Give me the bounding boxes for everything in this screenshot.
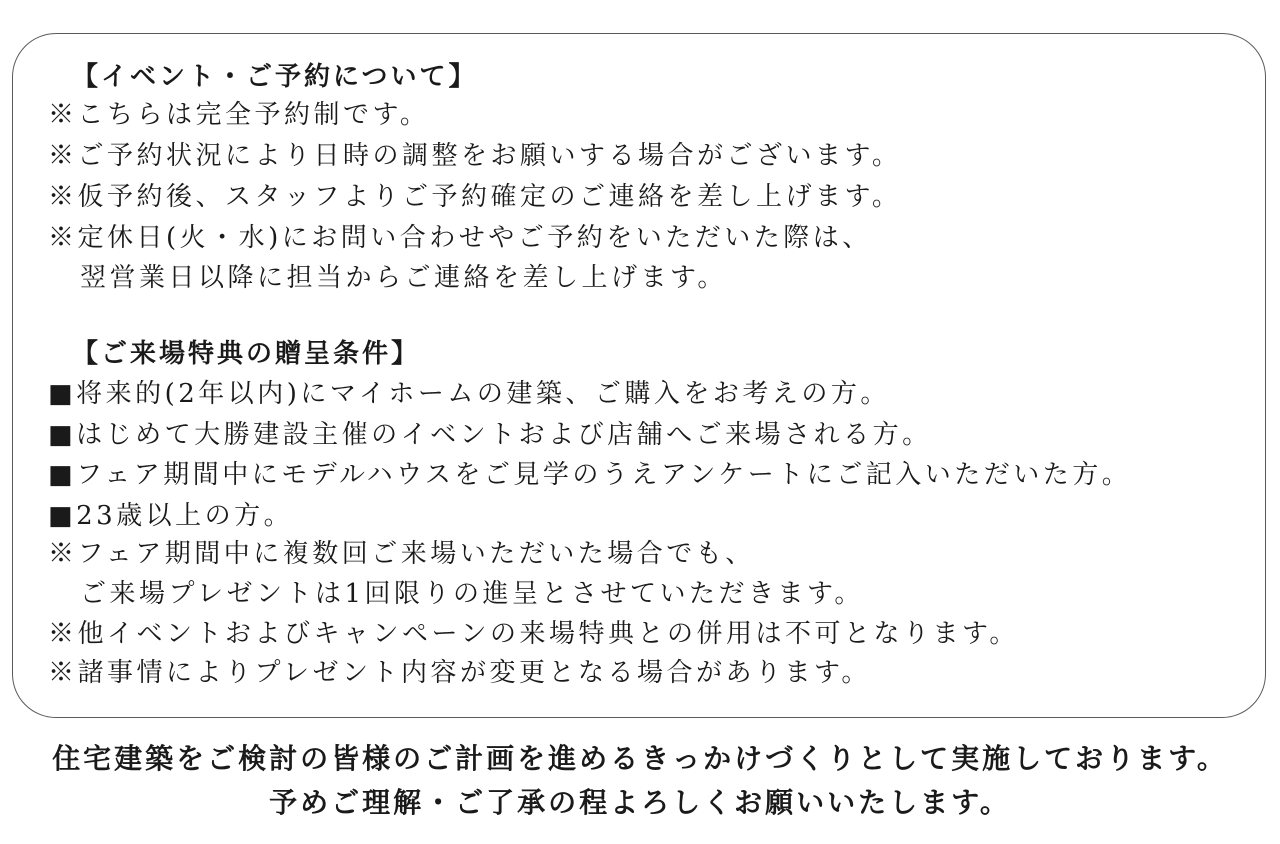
benefit-line: ※フェア期間中に複数回ご来場いただいた場合でも、 <box>48 539 755 569</box>
footer-line-1: 住宅建築をご検討の皆様のご計画を進めるきっかけづくりとして実施しております。 <box>52 742 1228 775</box>
benefit-line: ■はじめて大勝建設主催のイベントおよび店舗へご来場される方。 <box>48 420 932 450</box>
reservation-line: ※ご予約状況により日時の調整をお願いする場合がございます。 <box>48 141 902 171</box>
benefit-line: ※諸事情によりプレゼント内容が変更となる場合があります。 <box>48 658 871 688</box>
benefit-line: ※他イベントおよびキャンペーンの来場特典との併用は不可となります。 <box>48 619 1019 649</box>
reservation-line: ※こちらは完全予約制です。 <box>48 100 430 130</box>
notice-box <box>12 33 1266 718</box>
benefit-line: ■将来的(2年以内)にマイホームの建築、ご購入をお考えの方。 <box>48 379 890 409</box>
reservation-line: ※定休日(火・水)にお問い合わせやご予約をいただいた際は、 <box>48 223 872 253</box>
benefit-line: ご来場プレゼントは1回限りの進呈とさせていただきます。 <box>80 579 864 609</box>
benefit-heading: 【ご来場特典の贈呈条件】 <box>72 339 421 369</box>
benefit-line: ■フェア期間中にモデルハウスをご見学のうえアンケートにご記入いただいた方。 <box>48 460 1132 490</box>
reservation-line: 翌営業日以降に担当からご連絡を差し上げます。 <box>80 263 727 293</box>
reservation-line: ※仮予約後、スタッフよりご予約確定のご連絡を差し上げます。 <box>48 182 902 212</box>
footer-line-2: 予めご理解・ご了承の程よろしくお願いいたします。 <box>269 786 1011 819</box>
benefit-line: ■23歳以上の方。 <box>48 501 294 531</box>
reservation-heading: 【イベント・ご予約について】 <box>72 62 478 92</box>
